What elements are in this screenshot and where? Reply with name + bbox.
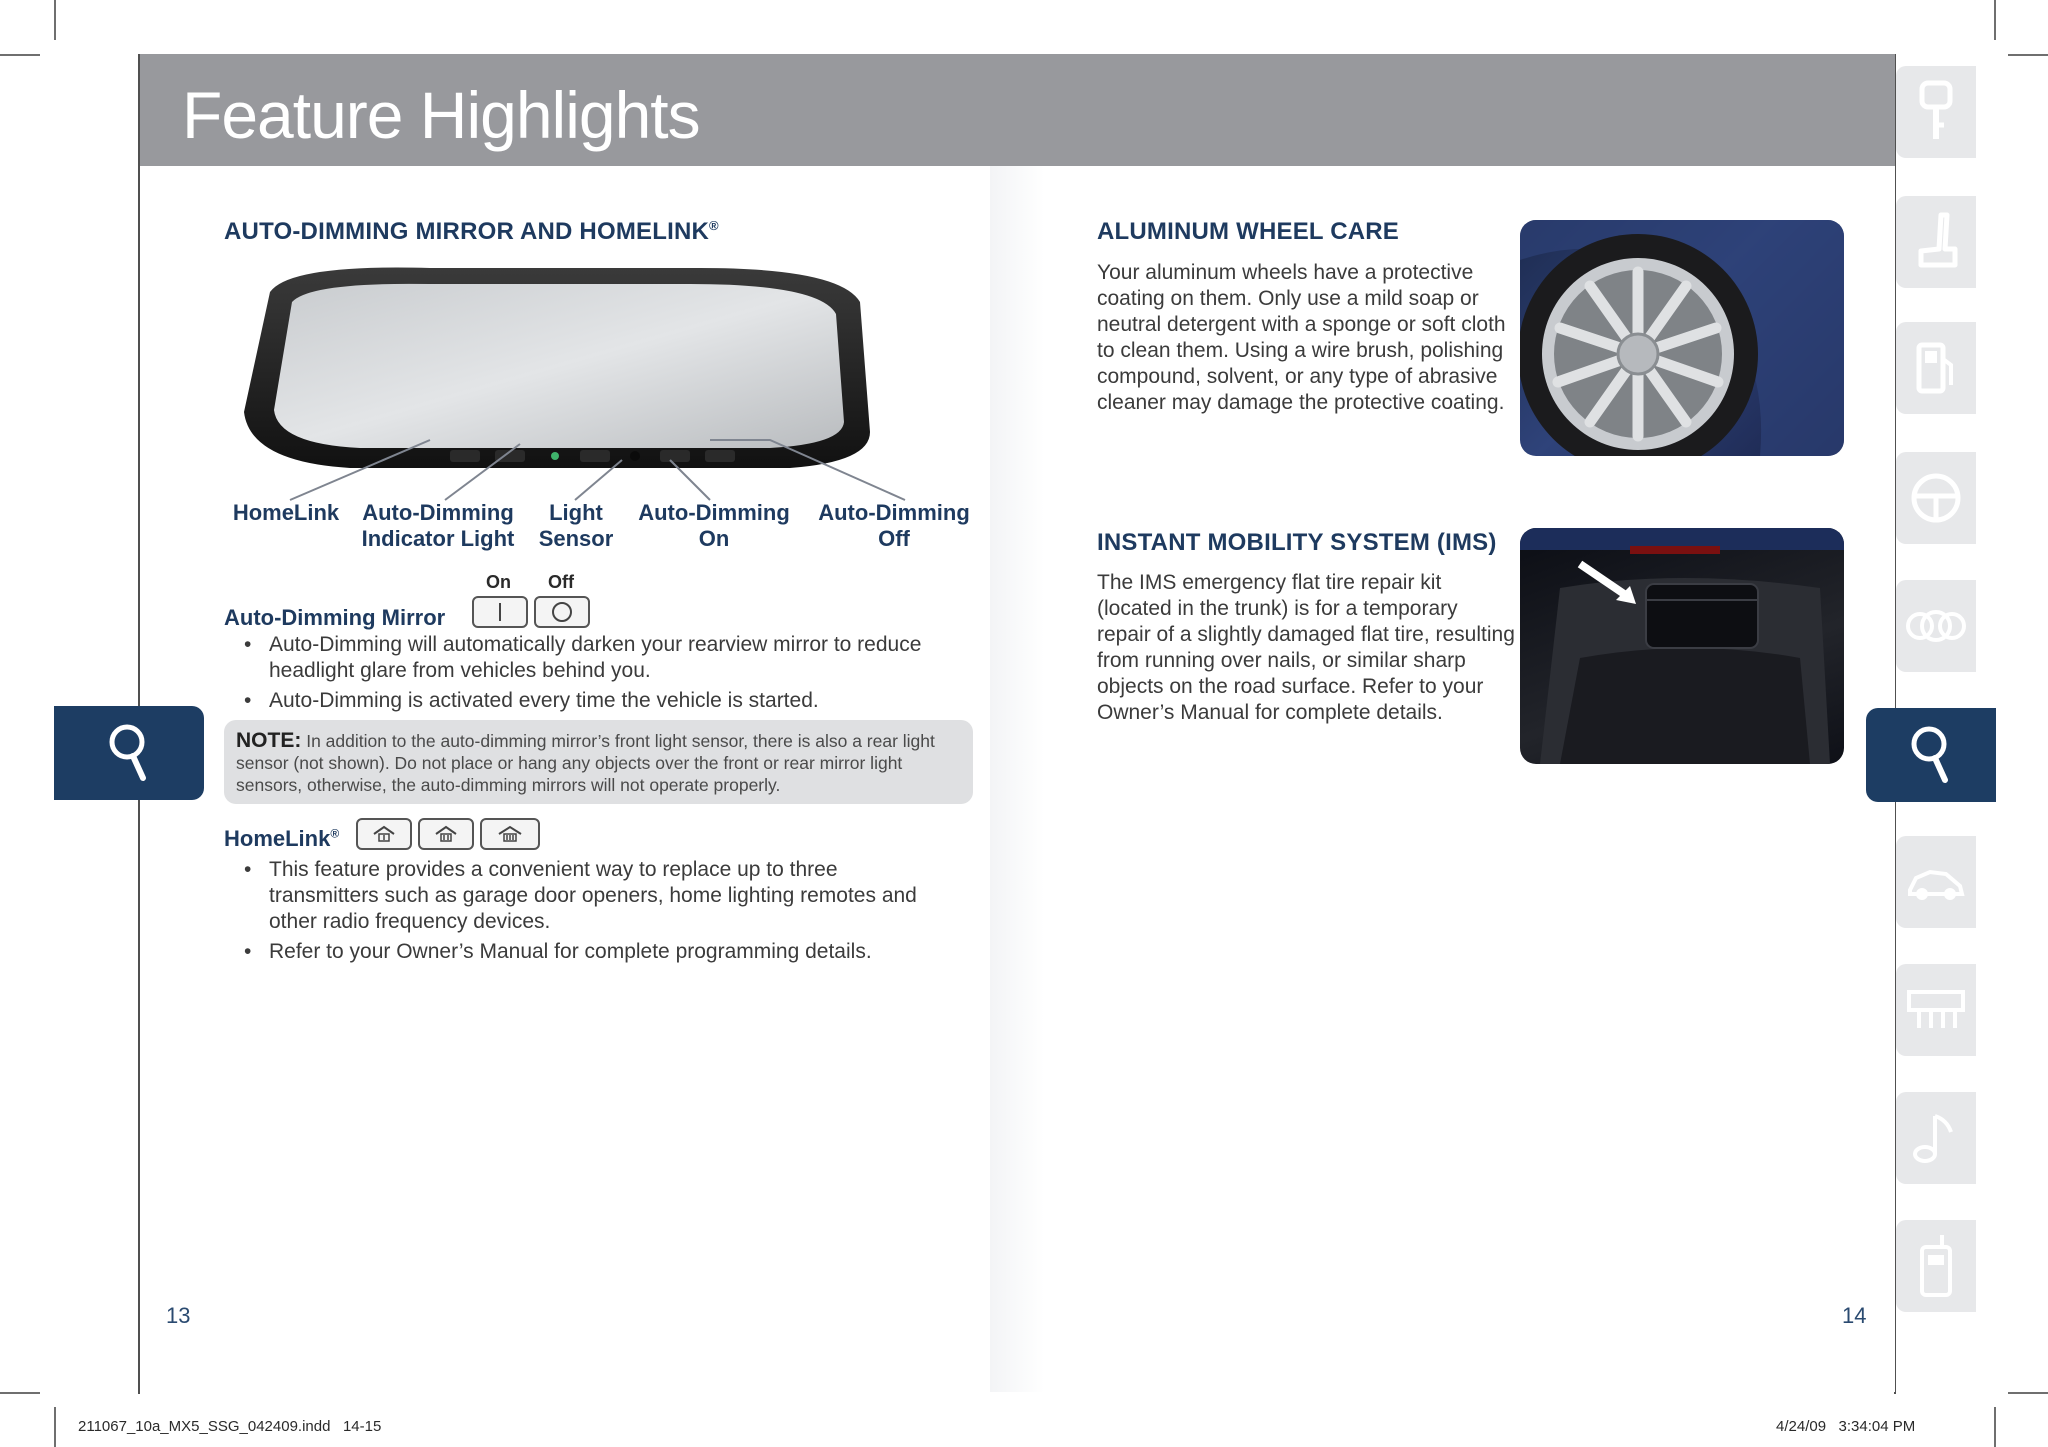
list-item: • Refer to your Owner’s Manual for complete programming details. (224, 939, 924, 965)
callout-off-line2: Off (878, 526, 910, 551)
callout-sensor-line1: Light (549, 500, 603, 525)
crop-mark (0, 54, 40, 56)
crop-mark (54, 0, 56, 40)
header-band (140, 54, 1895, 166)
off-label: Off (548, 572, 574, 592)
slug-file: 211067_10a_MX5_SSG_042409.indd 14-15 (78, 1418, 382, 1435)
homelink-garage-icon-3 (480, 818, 540, 850)
aluminum-wheel-photo (1520, 220, 1844, 456)
note-text: In addition to the auto-dimming mirror’s front light sensor, there is also a rear light sensor (not shown). Do not place or hang any objects over the front or rear mirror light sensors, otherwise, the auto-dimming mirrors will not operate properly. (236, 731, 935, 795)
auto-dimming-heading: Auto-Dimming Mirror (224, 605, 446, 630)
homelink-heading (224, 826, 339, 852)
note-box (224, 720, 973, 804)
mirror-section-title-text: AUTO-DIMMING MIRROR AND HOMELINK (224, 218, 710, 245)
tab-gauges[interactable] (1896, 580, 1976, 672)
magnifier-icon (99, 718, 159, 788)
magnifier-icon (1901, 720, 1961, 790)
mirror-bullets (224, 632, 984, 718)
climate-icon (1905, 982, 1967, 1038)
callout-light-sensor (526, 500, 626, 552)
right-page-number: 14 (1842, 1303, 1867, 1328)
tab-seat[interactable] (1896, 196, 1976, 288)
crop-mark (2008, 1392, 2048, 1394)
tab-phone[interactable] (1896, 1220, 1976, 1312)
crop-mark (1994, 0, 1996, 40)
tab-fuel[interactable] (1896, 322, 1976, 414)
callout-indicator-line1: Auto-Dimming (362, 500, 514, 525)
right-tab-magnifier[interactable] (1866, 708, 1996, 802)
list-item: • Auto-Dimming is activated every time the vehicle is started. (224, 688, 984, 714)
callout-indicator-line2: Indicator Light (361, 526, 515, 551)
steering-wheel-icon (1908, 470, 1964, 526)
crop-mark (54, 1407, 56, 1447)
ims-section-title: INSTANT MOBILITY SYSTEM (IMS) (1097, 529, 1497, 556)
tab-climate[interactable] (1896, 964, 1976, 1056)
callout-sensor-line2: Sensor (538, 526, 614, 551)
crop-mark (2008, 54, 2048, 56)
wheel-body-text: Your aluminum wheels have a protective coating on them. Only use a mild soap or neutral detergent with a sponge or soft cloth to clean them. Using a wire brush, polishing compound, solvent, or any type of abrasive cleaner may damage the protective coating. (1097, 261, 1506, 414)
ims-body-text: The IMS emergency flat tire repair kit (located in the trunk) is for a temporary repair of a slightly damaged flat tire, resulting from running over nails, or similar sharp objects on the road surface. Refer to your Owner’s Manual for complete details. (1097, 571, 1515, 724)
homelink-garage-icon-1 (356, 818, 412, 850)
tab-car[interactable] (1896, 836, 1976, 928)
callout-on-line2: On (698, 526, 730, 551)
tab-steering-wheel[interactable] (1896, 452, 1976, 544)
slug-timestamp: 4/24/09 3:34:04 PM (1776, 1418, 1916, 1435)
homelink-registered-mark: ® (330, 826, 340, 841)
on-label: On (486, 572, 511, 592)
callout-on-line1: Auto-Dimming (638, 500, 790, 525)
mirror-section-title (224, 218, 719, 246)
callout-leader-lines (200, 430, 980, 510)
callout-auto-dimming-off (808, 500, 980, 552)
seat-icon (1911, 209, 1961, 275)
callout-homelink (226, 500, 346, 526)
tab-key[interactable] (1896, 66, 1976, 158)
gauges-icon (1904, 602, 1968, 650)
homelink-garage-icon-2 (418, 818, 474, 850)
phone-icon (1916, 1233, 1956, 1299)
page-title: Feature Highlights (182, 78, 700, 152)
callout-auto-dimming-on (628, 500, 800, 552)
homelink-heading-text: HomeLink (224, 826, 331, 851)
left-page-number: 13 (166, 1303, 191, 1328)
registered-mark: ® (709, 218, 719, 233)
wheel-section-title: ALUMINUM WHEEL CARE (1097, 218, 1400, 245)
left-tab-magnifier[interactable] (54, 706, 204, 800)
callout-off-line1: Auto-Dimming (818, 500, 970, 525)
key-icon (1914, 79, 1958, 145)
tab-music[interactable] (1896, 1092, 1976, 1184)
trunk-ims-photo (1520, 528, 1844, 764)
music-icon (1911, 1108, 1961, 1168)
homelink-bullets (224, 857, 924, 969)
on-switch-icon (472, 596, 528, 628)
off-switch-icon (534, 596, 590, 628)
callout-indicator-light (350, 500, 526, 552)
car-icon (1906, 860, 1966, 904)
crop-mark (0, 1392, 40, 1394)
list-item: • This feature provides a convenient way to replace up to three transmitters such as garage door openers, home lighting remotes and other radio frequency devices. (224, 857, 924, 935)
callout-homelink-text: HomeLink (232, 500, 340, 525)
list-item: • Auto-Dimming will automatically darken your rearview mirror to reduce headlight glare from vehicles behind you. (224, 632, 984, 684)
note-label: NOTE: (236, 729, 302, 752)
fuel-icon (1911, 335, 1961, 401)
crop-mark (1994, 1407, 1996, 1447)
